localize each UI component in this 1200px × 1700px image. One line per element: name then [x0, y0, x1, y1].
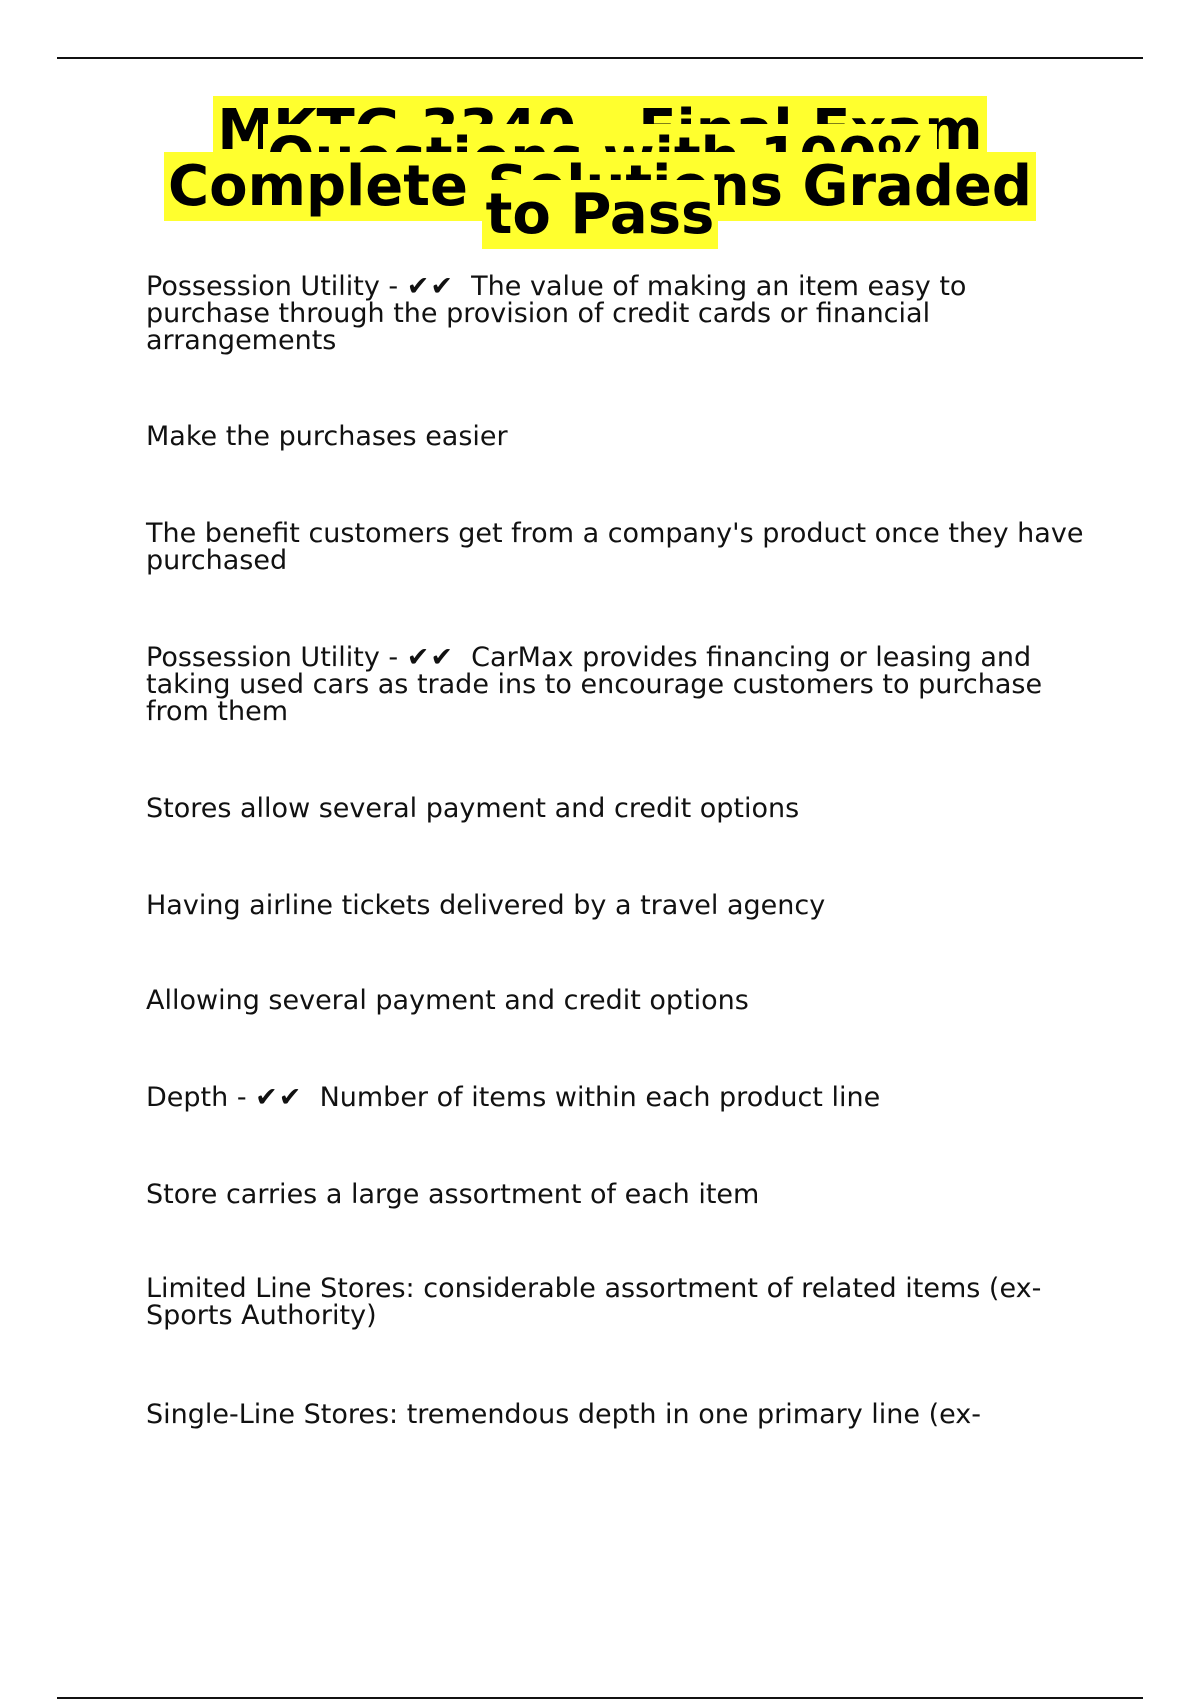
title-block — [0, 98, 1200, 247]
checkmark-icon: ✔✔ — [406, 642, 455, 673]
list-item: Make the purchases easier — [146, 421, 508, 452]
title-text: MKTG 3340 - Final Exam Questions with 100% Complete Solutions Graded to Pass — [168, 98, 1032, 247]
list-item: Store carries a large assortment of each item — [146, 1179, 760, 1210]
term-label: Depth - — [146, 1082, 256, 1113]
list-item: The benefit customers get from a company's product once they have purchased — [146, 518, 1084, 576]
checkmark-icon: ✔✔ — [406, 271, 455, 302]
top-rule — [57, 57, 1143, 59]
list-item — [146, 1084, 880, 1111]
list-item: Allowing several payment and credit options — [146, 985, 749, 1016]
list-item: Having airline tickets delivered by a travel agency — [146, 890, 826, 921]
list-item — [146, 644, 1086, 725]
bottom-rule — [57, 1697, 1143, 1699]
checkmark-icon: ✔✔ — [255, 1082, 303, 1113]
definition-text: CarMax provides financing or leasing and taking used cars as trade ins to encourage customers to purchase from them — [146, 642, 1051, 727]
list-item — [146, 273, 1086, 354]
definition-text: The value of making an item easy to purchase through the provision of credit cards or financial arrangements — [146, 271, 976, 356]
list-item: Limited Line Stores: considerable assortment of related items (ex- Sports Authority) — [146, 1273, 1042, 1331]
list-item: Stores allow several payment and credit options — [146, 793, 800, 824]
list-item: Single-Line Stores: tremendous depth in one primary line (ex- — [146, 1399, 981, 1430]
term-label: Possession Utility - — [146, 271, 407, 302]
definition-text: Number of items within each product line — [302, 1082, 881, 1113]
term-label: Possession Utility - — [146, 642, 407, 673]
document-title — [150, 98, 1050, 247]
